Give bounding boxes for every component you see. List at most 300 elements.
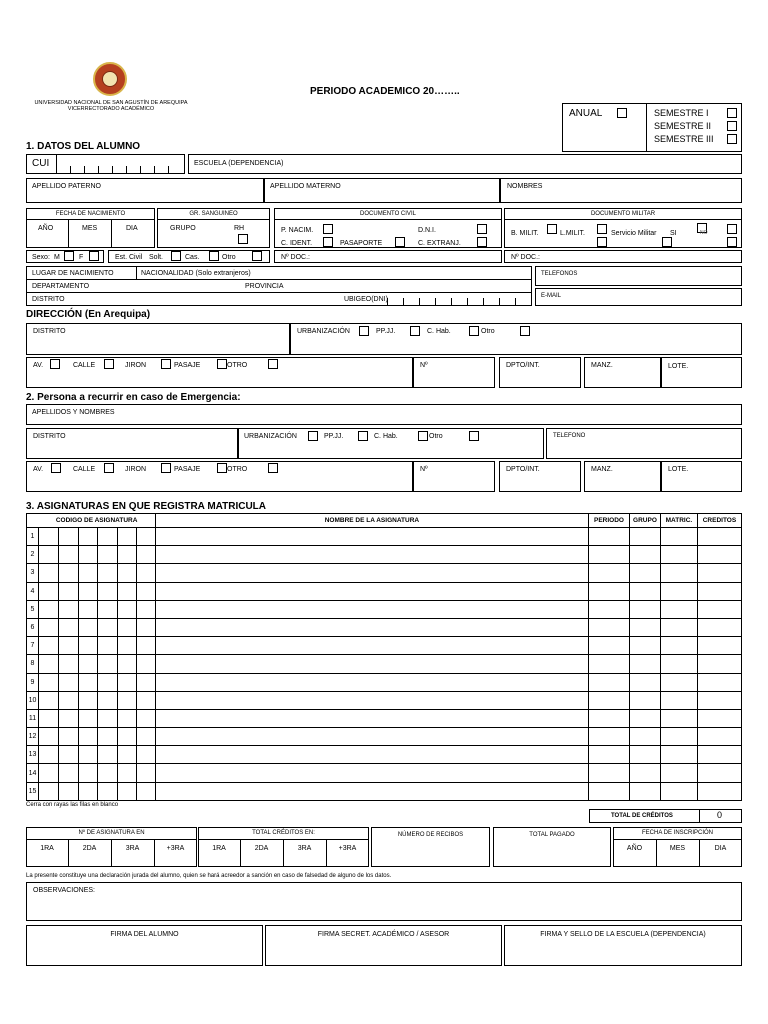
creditos-cell[interactable] — [697, 673, 741, 691]
periodo-cell[interactable] — [589, 655, 630, 673]
firma-secret-label: FIRMA SECRET. ACADÉMICO / ASESOR — [317, 931, 450, 938]
code-cell[interactable] — [97, 764, 117, 782]
servicio-no-checkbox[interactable] — [727, 224, 737, 234]
matric-cell[interactable] — [660, 655, 697, 673]
dir-manz-label: MANZ. — [591, 362, 613, 369]
c-extranj-label: C. EXTRANJ. — [418, 240, 461, 247]
code-cell[interactable] — [79, 618, 98, 636]
code-cell[interactable] — [97, 546, 117, 564]
dir-urb-checkbox[interactable] — [359, 326, 369, 336]
fi-anio: AÑO — [626, 845, 643, 852]
code-cell[interactable] — [97, 564, 117, 582]
code-cell[interactable] — [38, 528, 58, 546]
code-cell[interactable] — [79, 728, 98, 746]
table-row — [27, 582, 742, 600]
grupo-cell[interactable] — [629, 673, 660, 691]
apellido-materno-label: APELLIDO MATERNO — [270, 183, 341, 190]
declaration-text: La presente constituye una declaración jurada del alumno, quien se hará acreedor a sanción en caso de falsedad de alguno de los datos. — [26, 873, 392, 879]
p-nacim-checkbox[interactable] — [323, 224, 333, 234]
ubigeo-label: UBIGEO(DNI) — [344, 296, 388, 303]
table-row — [27, 764, 742, 782]
grupo-cell[interactable] — [629, 709, 660, 727]
code-cell[interactable] — [38, 728, 58, 746]
nombre-cell[interactable] — [155, 528, 588, 546]
grupo-cell[interactable] — [629, 764, 660, 782]
matric-cell[interactable] — [660, 746, 697, 764]
code-cell[interactable] — [38, 709, 58, 727]
code-cell[interactable] — [136, 746, 155, 764]
code-cell[interactable] — [79, 709, 98, 727]
code-cell[interactable] — [59, 764, 79, 782]
header-creditos: CREDITOS — [697, 514, 741, 528]
nombre-cell[interactable] — [155, 673, 588, 691]
code-cell[interactable] — [59, 528, 79, 546]
table-row — [27, 746, 742, 764]
row-number: 11 — [27, 709, 39, 727]
grupo-cell[interactable] — [629, 600, 660, 618]
n-asig-1ra: 1RA — [40, 845, 54, 852]
l-milit-checkbox[interactable] — [597, 224, 607, 234]
code-cell[interactable] — [136, 528, 155, 546]
em-telefono-label: TELEFONO — [553, 433, 586, 439]
matric-cell[interactable] — [660, 673, 697, 691]
code-cell[interactable] — [97, 691, 117, 709]
servicio-checkbox-2[interactable] — [662, 237, 672, 247]
grupo-cell[interactable] — [629, 691, 660, 709]
creditos-cell[interactable] — [697, 782, 741, 800]
n-asignatura-label: Nº DE ASIGNATURA EN — [78, 830, 145, 836]
servicio-checkbox-3[interactable] — [727, 237, 737, 247]
matric-cell[interactable] — [660, 691, 697, 709]
dni-checkbox[interactable] — [477, 224, 487, 234]
code-cell[interactable] — [59, 564, 79, 582]
nacionalidad-label: NACIONALIDAD (Solo extranjeros) — [141, 270, 251, 277]
c-ident-checkbox[interactable] — [323, 237, 333, 247]
code-cell[interactable] — [79, 600, 98, 618]
code-cell[interactable] — [59, 655, 79, 673]
dni-label: D.N.I. — [418, 227, 436, 234]
n-asig-2da: 2DA — [82, 845, 97, 852]
code-cell[interactable] — [97, 673, 117, 691]
dir-pasaje-label: PASAJE — [174, 362, 201, 369]
row-number: 15 — [27, 782, 39, 800]
header-codigo: CODIGO DE ASIGNATURA — [38, 514, 155, 528]
row-number: 9 — [27, 673, 39, 691]
dir-otro2-checkbox[interactable] — [268, 359, 278, 369]
table-row — [27, 782, 742, 800]
dir-ppjj-checkbox[interactable] — [410, 326, 420, 336]
grupo-cell[interactable] — [629, 655, 660, 673]
m-label: M — [54, 254, 60, 261]
university-seal — [93, 62, 129, 98]
code-cell[interactable] — [79, 782, 98, 800]
c-extranj-checkbox[interactable] — [477, 237, 487, 247]
periodo-cell[interactable] — [589, 728, 630, 746]
nombre-cell[interactable] — [155, 691, 588, 709]
code-cell[interactable] — [38, 782, 58, 800]
creditos-cell[interactable] — [697, 764, 741, 782]
code-cell[interactable] — [38, 637, 58, 655]
code-cell[interactable] — [79, 582, 98, 600]
code-cell[interactable] — [79, 691, 98, 709]
periodo-cell[interactable] — [589, 673, 630, 691]
grupo-cell[interactable] — [629, 782, 660, 800]
b-milit-checkbox-2[interactable] — [597, 237, 607, 247]
creditos-cell[interactable] — [697, 691, 741, 709]
code-cell[interactable] — [117, 764, 136, 782]
code-cell[interactable] — [38, 564, 58, 582]
servicio-militar-label: Servicio Militar — [611, 230, 657, 237]
grupo-cell[interactable] — [629, 528, 660, 546]
code-cell[interactable] — [97, 746, 117, 764]
em-otro-checkbox[interactable] — [469, 431, 479, 441]
solt-checkbox[interactable] — [171, 251, 181, 261]
nombre-cell[interactable] — [155, 764, 588, 782]
emergencia-nombres-field[interactable] — [26, 404, 742, 425]
cui-label: CUI — [32, 158, 50, 169]
em-calle-label: CALLE — [73, 466, 96, 473]
row-number: 10 — [27, 691, 39, 709]
code-cell[interactable] — [117, 691, 136, 709]
tc-1ra: 1RA — [212, 845, 226, 852]
matric-cell[interactable] — [660, 600, 697, 618]
table-row — [27, 600, 742, 618]
periodo-cell[interactable] — [589, 546, 630, 564]
nombre-cell[interactable] — [155, 655, 588, 673]
dir-ppjj-label: PP.JJ. — [376, 328, 396, 335]
firma-alumno-label: FIRMA DEL ALUMNO — [110, 931, 179, 938]
row-number: 7 — [27, 637, 39, 655]
code-cell[interactable] — [38, 582, 58, 600]
periodo-cell[interactable] — [589, 691, 630, 709]
code-cell[interactable] — [79, 546, 98, 564]
dir-jiron-checkbox[interactable] — [161, 359, 171, 369]
nombre-cell[interactable] — [155, 564, 588, 582]
grupo-cell[interactable] — [629, 564, 660, 582]
dir-distrito-label: DISTRITO — [33, 328, 66, 335]
code-cell[interactable] — [79, 746, 98, 764]
matric-cell[interactable] — [660, 728, 697, 746]
periodo-cell[interactable] — [589, 582, 630, 600]
code-cell[interactable] — [97, 655, 117, 673]
asignaturas-table — [26, 513, 742, 801]
creditos-cell[interactable] — [697, 600, 741, 618]
code-cell[interactable] — [79, 637, 98, 655]
c-ident-label: C. IDENT. — [281, 240, 313, 247]
matric-cell[interactable] — [660, 582, 697, 600]
grupo-cell[interactable] — [629, 746, 660, 764]
code-cell[interactable] — [136, 673, 155, 691]
code-cell[interactable] — [117, 655, 136, 673]
n-asig-3ra: 3RA — [125, 845, 140, 852]
semester-2-label: SEMESTRE II — [654, 121, 712, 131]
code-cell[interactable] — [79, 655, 98, 673]
semester-1-label: SEMESTRE I — [654, 108, 709, 118]
code-cell[interactable] — [136, 655, 155, 673]
dir-pasaje-checkbox[interactable] — [217, 359, 227, 369]
code-cell[interactable] — [59, 782, 79, 800]
semester-2-checkbox[interactable] — [727, 121, 737, 131]
cas-checkbox[interactable] — [209, 251, 219, 261]
nombre-cell[interactable] — [155, 728, 588, 746]
code-cell[interactable] — [117, 528, 136, 546]
code-cell[interactable] — [59, 600, 79, 618]
grupo-cell[interactable] — [629, 582, 660, 600]
code-cell[interactable] — [136, 564, 155, 582]
periodo-cell[interactable] — [589, 709, 630, 727]
matric-cell[interactable] — [660, 637, 697, 655]
code-cell[interactable] — [117, 728, 136, 746]
dir-otro-label: Otro — [481, 328, 495, 335]
solt-label: Solt. — [149, 254, 164, 261]
pasaporte-label: PASAPORTE — [340, 240, 383, 247]
header-grupo: GRUPO — [629, 514, 660, 528]
creditos-cell[interactable] — [697, 582, 741, 600]
table-row — [27, 728, 742, 746]
code-cell[interactable] — [59, 673, 79, 691]
matric-cell[interactable] — [660, 528, 697, 546]
creditos-cell[interactable] — [697, 618, 741, 636]
pasaporte-checkbox[interactable] — [395, 237, 405, 247]
code-cell[interactable] — [136, 637, 155, 655]
code-cell[interactable] — [79, 673, 98, 691]
dir-jiron-label: JIRON — [125, 362, 146, 369]
em-jiron-checkbox[interactable] — [161, 463, 171, 473]
creditos-cell[interactable] — [697, 728, 741, 746]
total-creditos-label: TOTAL DE CRÉDITOS — [611, 813, 673, 819]
b-milit-label: B. MILIT. — [511, 230, 539, 237]
dir-av-label: AV. — [33, 362, 44, 369]
code-cell[interactable] — [38, 546, 58, 564]
matric-cell[interactable] — [660, 782, 697, 800]
code-cell[interactable] — [136, 728, 155, 746]
periodo-cell[interactable] — [589, 618, 630, 636]
distrito-nac-label: DISTRITO — [32, 296, 65, 303]
row-number: 6 — [27, 618, 39, 636]
code-cell[interactable] — [59, 746, 79, 764]
code-cell[interactable] — [136, 691, 155, 709]
creditos-cell[interactable] — [697, 655, 741, 673]
dir-av-checkbox[interactable] — [50, 359, 60, 369]
code-cell[interactable] — [38, 691, 58, 709]
em-distrito-label: DISTRITO — [33, 433, 66, 440]
nombre-cell[interactable] — [155, 637, 588, 655]
documento-civil-label: DOCUMENTO CIVIL — [360, 211, 416, 217]
code-cell[interactable] — [79, 528, 98, 546]
code-cell[interactable] — [97, 637, 117, 655]
code-cell[interactable] — [97, 528, 117, 546]
dir-numero-label: Nº — [420, 362, 428, 369]
n-doc-civil-label: Nº DOC.: — [281, 254, 311, 261]
code-cell[interactable] — [79, 764, 98, 782]
periodo-cell[interactable] — [589, 746, 630, 764]
em-pasaje-checkbox[interactable] — [217, 463, 227, 473]
firma-escuela-label: FIRMA Y SELLO DE LA ESCUELA (DEPENDENCIA) — [540, 931, 706, 938]
periodo-cell[interactable] — [589, 764, 630, 782]
nombre-cell[interactable] — [155, 546, 588, 564]
code-cell[interactable] — [59, 618, 79, 636]
code-cell[interactable] — [136, 582, 155, 600]
em-calle-checkbox[interactable] — [104, 463, 114, 473]
dir-otro-checkbox[interactable] — [520, 326, 530, 336]
em-jiron-label: JIRON — [125, 466, 146, 473]
dir-lote-label: LOTE. — [668, 363, 689, 370]
code-cell[interactable] — [136, 600, 155, 618]
nombre-cell[interactable] — [155, 582, 588, 600]
row-number: 5 — [27, 600, 39, 618]
code-cell[interactable] — [97, 600, 117, 618]
code-cell[interactable] — [59, 546, 79, 564]
total-pagado-label: TOTAL PAGADO — [529, 832, 575, 838]
nombre-cell[interactable] — [155, 782, 588, 800]
table-row — [27, 691, 742, 709]
em-urbanizacion-label: URBANIZACIÓN — [244, 433, 297, 440]
code-cell[interactable] — [117, 600, 136, 618]
sexo-m-checkbox[interactable] — [64, 251, 74, 261]
periodo-cell[interactable] — [589, 564, 630, 582]
code-cell[interactable] — [59, 728, 79, 746]
cui-field[interactable] — [26, 154, 185, 174]
nombre-cell[interactable] — [155, 709, 588, 727]
row-number: 2 — [27, 546, 39, 564]
semester-1-checkbox[interactable] — [727, 108, 737, 118]
section-3-title: 3. ASIGNATURAS EN QUE REGISTRA MATRICULA — [26, 501, 267, 512]
code-cell[interactable] — [117, 637, 136, 655]
l-milit-label: L.MILIT. — [560, 230, 585, 237]
matric-cell[interactable] — [660, 618, 697, 636]
row-number: 4 — [27, 582, 39, 600]
p-nacim-label: P. NACIM. — [281, 227, 314, 234]
code-cell[interactable] — [38, 673, 58, 691]
em-ppjj-label: PP.JJ. — [324, 433, 344, 440]
tc-2da: 2DA — [254, 845, 269, 852]
telefonos-label: TELEFONOS — [541, 271, 578, 277]
header-periodo: PERIODO — [589, 514, 630, 528]
anual-checkbox[interactable] — [617, 108, 627, 118]
documento-militar-label: DOCUMENTO MILITAR — [590, 211, 656, 217]
nombres-label: NOMBRES — [507, 183, 543, 190]
table-row — [27, 655, 742, 673]
code-cell[interactable] — [79, 564, 98, 582]
em-urb-checkbox[interactable] — [308, 431, 318, 441]
periodo-cell[interactable] — [589, 782, 630, 800]
em-chab-checkbox[interactable] — [418, 431, 428, 441]
grupo-cell[interactable] — [629, 728, 660, 746]
em-av-checkbox[interactable] — [51, 463, 61, 473]
code-cell[interactable] — [117, 546, 136, 564]
nombre-cell[interactable] — [155, 746, 588, 764]
sexo-f-checkbox[interactable] — [89, 251, 99, 261]
dir-chab-label: C. Hab. — [427, 328, 451, 335]
office-name: VICERRECTORADO ACADÉMICO — [67, 106, 155, 112]
code-cell[interactable] — [117, 746, 136, 764]
grupo-cell[interactable] — [629, 546, 660, 564]
dia-label: DIA — [126, 225, 138, 232]
code-cell[interactable] — [97, 582, 117, 600]
code-cell[interactable] — [136, 546, 155, 564]
semester-3-label: SEMESTRE III — [654, 134, 714, 144]
section-1-title: 1. DATOS DEL ALUMNO — [26, 141, 141, 152]
code-cell[interactable] — [97, 618, 117, 636]
semester-3-checkbox[interactable] — [727, 134, 737, 144]
observaciones-field[interactable] — [26, 882, 742, 921]
code-cell[interactable] — [97, 709, 117, 727]
table-row — [27, 546, 742, 564]
dir-urbanizacion-box[interactable] — [290, 323, 742, 355]
code-cell[interactable] — [117, 618, 136, 636]
sexo-label: Sexo: — [32, 254, 50, 261]
code-cell[interactable] — [136, 618, 155, 636]
email-field[interactable] — [535, 288, 742, 306]
matric-cell[interactable] — [660, 546, 697, 564]
creditos-cell[interactable] — [697, 709, 741, 727]
code-cell[interactable] — [117, 582, 136, 600]
otro-checkbox[interactable] — [252, 251, 262, 261]
code-cell[interactable] — [136, 782, 155, 800]
code-cell[interactable] — [117, 673, 136, 691]
code-cell[interactable] — [38, 746, 58, 764]
code-cell[interactable] — [38, 618, 58, 636]
nombre-cell[interactable] — [155, 600, 588, 618]
creditos-cell[interactable] — [697, 564, 741, 582]
code-cell[interactable] — [136, 764, 155, 782]
code-cell[interactable] — [97, 728, 117, 746]
code-cell[interactable] — [59, 637, 79, 655]
grupo-cell[interactable] — [629, 618, 660, 636]
dir-calle-checkbox[interactable] — [104, 359, 114, 369]
direccion-title: DIRECCIÓN (En Arequipa) — [26, 309, 151, 320]
creditos-cell[interactable] — [697, 746, 741, 764]
code-cell[interactable] — [59, 582, 79, 600]
table-row — [27, 709, 742, 727]
header-matric: MATRIC. — [660, 514, 697, 528]
table-note: Cerra con rayas las filas en blanco — [26, 802, 119, 808]
cas-label: Cas. — [185, 254, 200, 261]
code-cell[interactable] — [59, 691, 79, 709]
anio-label: AÑO — [38, 225, 54, 232]
periodo-cell[interactable] — [589, 528, 630, 546]
em-chab-label: C. Hab. — [374, 433, 398, 440]
periodo-cell[interactable] — [589, 600, 630, 618]
rh-checkbox[interactable] — [238, 234, 248, 244]
grupo-cell[interactable] — [629, 637, 660, 655]
code-cell[interactable] — [97, 782, 117, 800]
anual-label: ANUAL — [569, 108, 603, 119]
em-dpto-label: DPTO/INT. — [506, 466, 540, 473]
code-cell[interactable] — [117, 564, 136, 582]
matric-cell[interactable] — [660, 709, 697, 727]
code-cell[interactable] — [117, 709, 136, 727]
code-cell[interactable] — [117, 782, 136, 800]
nombre-cell[interactable] — [155, 618, 588, 636]
row-number: 14 — [27, 764, 39, 782]
creditos-cell[interactable] — [697, 528, 741, 546]
periodo-cell[interactable] — [589, 637, 630, 655]
creditos-cell[interactable] — [697, 546, 741, 564]
code-cell[interactable] — [38, 655, 58, 673]
creditos-cell[interactable] — [697, 637, 741, 655]
code-cell[interactable] — [38, 764, 58, 782]
em-ppjj-checkbox[interactable] — [358, 431, 368, 441]
matric-cell[interactable] — [660, 564, 697, 582]
code-cell[interactable] — [38, 600, 58, 618]
code-cell[interactable] — [59, 709, 79, 727]
matric-cell[interactable] — [660, 764, 697, 782]
em-otro2-checkbox[interactable] — [268, 463, 278, 473]
code-cell[interactable] — [136, 709, 155, 727]
dir-chab-checkbox[interactable] — [469, 326, 479, 336]
b-milit-checkbox[interactable] — [547, 224, 557, 234]
